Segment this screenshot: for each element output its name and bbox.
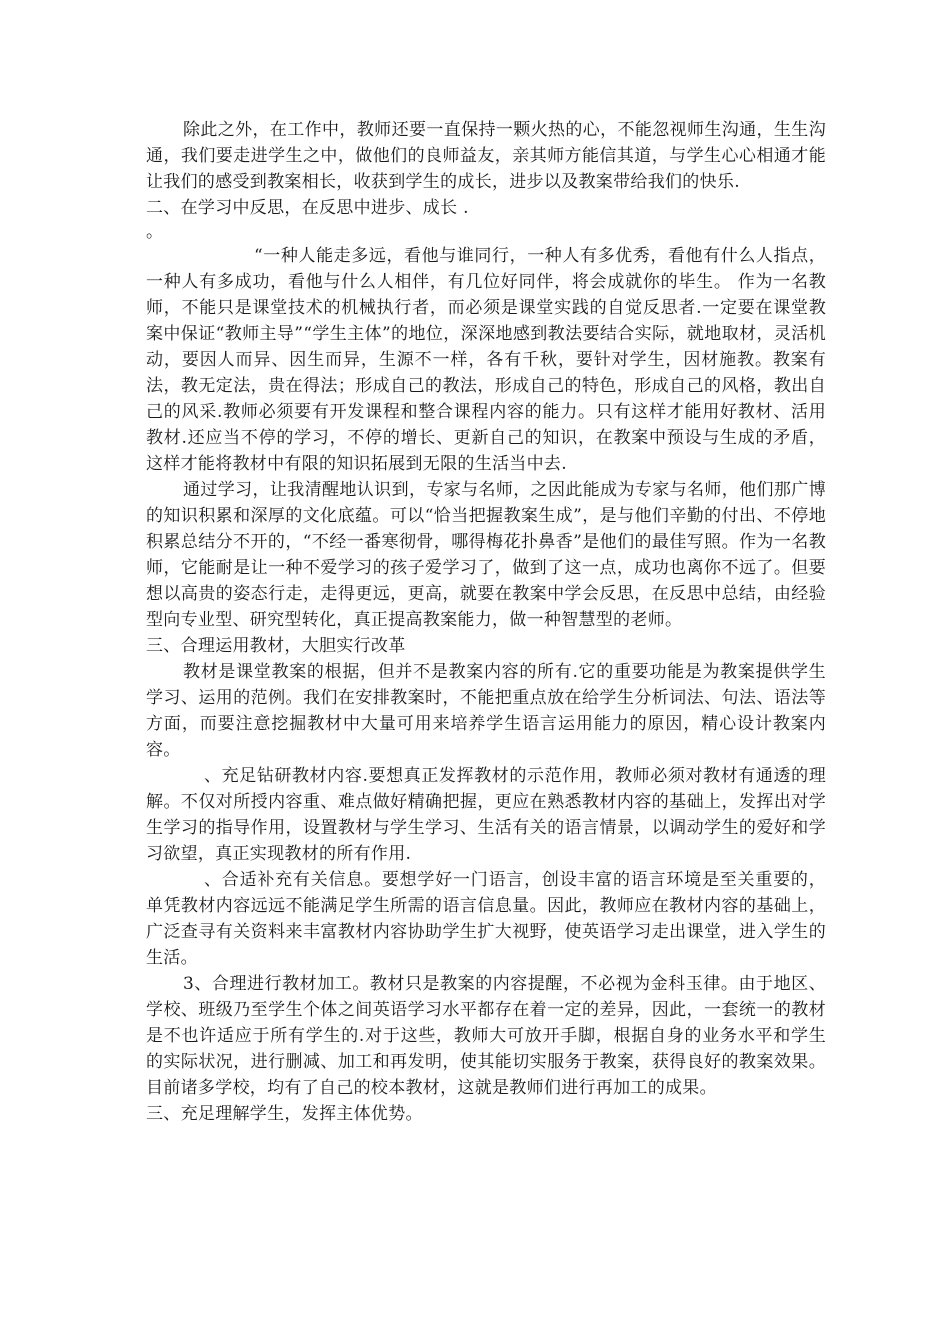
paragraph-processing: 3、合理进行教材加工。教材只是教案的内容提醒，不必视为金科玉律。由于地区、学校、班级乃至学生个体之间英语学习水平都存在着一定的差异，因此，一套统一的教材是不也许适应于所有学生的.对于这些，教师大可放开手脚，根据自身的业务水平和学生的实际状况，进行删减、加工和再发明，使其能切实服务于教案，获得良好的教案效果。目前诸多学校，均有了自己的校本教材，这就是教师们进行再加工的成果。 xyxy=(146,974,826,1098)
paragraph-supplement-info: 、合适补充有关信息。要想学好一门语言，创设丰富的语言环境是至关重要的，单凭教材内容远远不能满足学生所需的语言信息量。因此，教师应在教材内容的基础上，广泛查寻有关资料来丰富教材内容协助学生扩大视野，使英语学习走出课堂，进入学生的生活。 xyxy=(146,870,826,968)
section-heading-reflection: 二、在学习中反思，在反思中进步、成长 . xyxy=(146,198,469,218)
paragraph-companions: “一种人能走多远，看他与谁同行，一种人有多优秀，看他有什么人指点，一种人有多成功，看他与什么人相伴，有几位好同伴，将会成就你的毕生。 作为一名教师，不能只是课堂技术的机械执行者，而必须是课堂实践的自觉反思者.一定要在课堂教案中保证“教师主导”“学生主体”的地位，深深地感到教法要结合实际，就地取材，灵活机动，要因人而异、因生而异，生源不一样，各有千秋，要针对学生，因材施教。教案有法，教无定法，贵在得法；形成自己的教法，形成自己的特色，形成自己的风格，教出自己的风采.教师必须要有开发课程和整合课程内容的能力。只有这样才能用好教材、活用教材.还应当不停的学习，不停的增长、更新自己的知识，在教案中预设与生成的矛盾，这样才能将教材中有限的知识拓展到无限的生活当中去. xyxy=(146,246,826,474)
paragraph-study-content: 、充足钻研教材内容.要想真正发挥教材的示范作用，教师必须对教材有通透的理解。不仅对所授内容重、难点做好精确把握，更应在熟悉教材内容的基础上，发挥出对学生学习的指导作用，设置教材与学生学习、生活有关的语言情景，以调动学生的爱好和学习欲望，真正实现教材的所有作用. xyxy=(146,766,826,864)
section-heading-textbooks: 三、合理运用教材，大胆实行改革 xyxy=(146,636,406,656)
document-page xyxy=(146,117,826,1127)
section-heading-students: 三、充足理解学生，发挥主体优势。 xyxy=(146,1104,423,1124)
stray-period: 。 xyxy=(146,222,163,242)
paragraph-experts: 通过学习，让我清醒地认识到，专家与名师，之因此能成为专家与名师，他们那广博的知识积累和深厚的文化底蕴。可以“恰当把握教案生成”，是与他们辛勤的付出、不停地积累总结分不开的，“不经一番寒彻骨，哪得梅花扑鼻香”是他们的最佳写照。作为一名教师，它能耐是让一种不爱学习的孩子爱学习了，做到了这一点，成功也离你不远了。但要想以高贵的姿态行走，走得更远，更高，就要在教案中学会反思，在反思中总结，由经验型向专业型、研究型转化，真正提高教案能力，做一种智慧型的老师。 xyxy=(146,480,826,630)
paragraph-textbook-basis: 教材是课堂教案的根据，但并不是教案内容的所有.它的重要功能是为教案提供学生学习、运用的范例。我们在安排教案时，不能把重点放在给学生分析词法、句法、语法等方面，而要注意挖掘教材中大量可用来培养学生语言运用能力的原因，精心设计教案内容。 xyxy=(146,662,826,760)
paragraph-communication: 除此之外，在工作中，教师还要一直保持一颗火热的心，不能忽视师生沟通，生生沟通，我们要走进学生之中，做他们的良师益友，亲其师方能信其道，与学生心心相通才能让我们的感受到教案相长，收获到学生的成长，进步以及教案带给我们的快乐. xyxy=(146,120,826,192)
